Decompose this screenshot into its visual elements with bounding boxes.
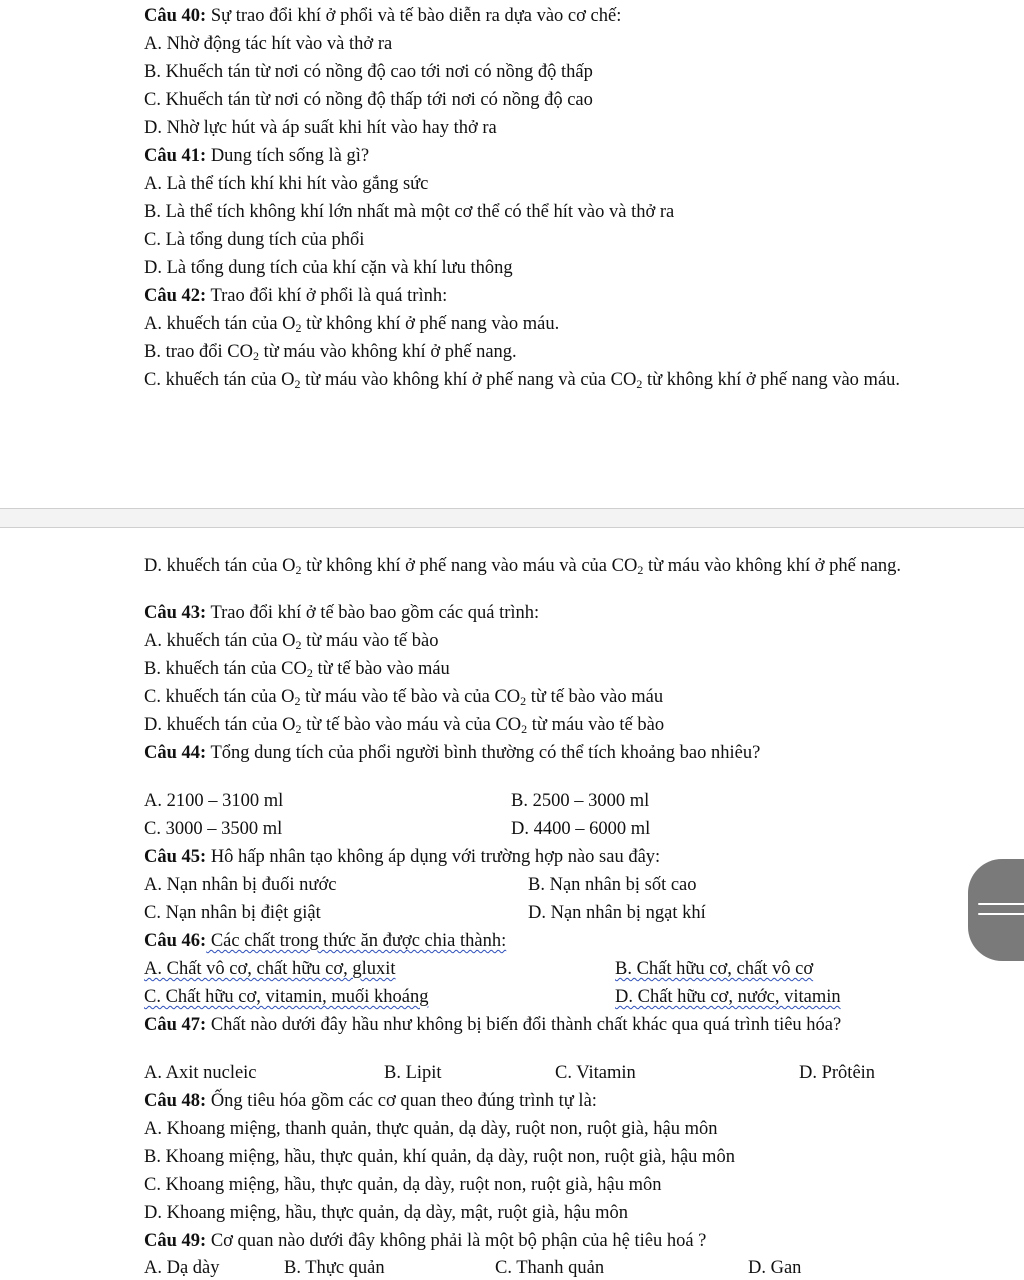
option-d: D. Nạn nhân bị ngạt khí — [528, 903, 706, 923]
option-d: D. Khoang miệng, hầu, thực quản, dạ dày, mật, ruột già, hậu môn — [144, 1203, 629, 1223]
question-46 — [144, 930, 506, 952]
option-d: D. Gan — [748, 1258, 802, 1278]
question-43 — [144, 602, 539, 624]
question-text: Trao đổi khí ở tế bào bao gồm các quá trình: — [206, 603, 540, 623]
question-label: Câu 40: — [144, 6, 207, 26]
question-label: Câu 47: — [144, 1015, 207, 1035]
option-a: A. Khoang miệng, thanh quản, thực quản, dạ dày, ruột non, ruột già, hậu môn — [144, 1119, 718, 1139]
question-47 — [144, 1016, 956, 1035]
question-label: Câu 48: — [144, 1091, 207, 1111]
question-44 — [144, 744, 956, 763]
side-menu-button[interactable] — [968, 859, 1024, 961]
option-a: A. Là thể tích khí khi hít vào gắng sức — [144, 174, 429, 194]
question-text: Cơ quan nào dưới đây không phải là một bộ phận của hệ tiêu hoá ? — [206, 1231, 707, 1251]
question-label: Câu 45: — [144, 847, 207, 867]
menu-icon-line — [978, 913, 1024, 915]
option-b: B. khuếch tán của $CO_2$ từ tế bào vào máu — [144, 659, 450, 680]
question-label: Câu 43: — [144, 603, 207, 623]
question-text: Sự trao đổi khí ở phổi và tế bào diễn ra dựa vào cơ chế: — [206, 6, 622, 26]
option-a: A. Axit nucleic — [144, 1063, 257, 1083]
question-label: Câu 46: — [144, 931, 207, 951]
option-b: B. Chất hữu cơ, chất vô cơ — [615, 959, 814, 979]
option-a: A. Nạn nhân bị đuối nước — [144, 875, 337, 895]
question-text: Dung tích sống là gì? — [206, 146, 370, 166]
option-d: D. Nhờ lực hút và áp suất khi hít vào hay thở ra — [144, 118, 497, 138]
question-text: Trao đổi khí ở phổi là quá trình: — [206, 286, 448, 306]
option-a: A. Dạ dày — [144, 1258, 220, 1278]
option-a: A. khuếch tán của $O_2$ từ không khí ở phế nang vào máu. — [144, 314, 560, 335]
question-text: Các chất trong thức ăn được chia thành: — [206, 931, 507, 951]
option-d: D. Chất hữu cơ, nước, vitamin — [615, 987, 841, 1007]
option-a: A. Nhờ động tác hít vào và thở ra — [144, 34, 393, 54]
question-42 — [144, 285, 447, 307]
option-a: A. Chất vô cơ, chất hữu cơ, gluxit — [144, 959, 396, 979]
question-text: Ống tiêu hóa gồm các cơ quan theo đúng trình tự là: — [206, 1091, 597, 1111]
option-d: D. 4400 – 6000 ml — [511, 819, 651, 839]
question-text: Hô hấp nhân tạo không áp dụng với trường hợp nào sau đây: — [206, 847, 661, 867]
option-c: C. Khoang miệng, hầu, thực quản, dạ dày, ruột non, ruột già, hậu môn — [144, 1175, 662, 1195]
question-41 — [144, 145, 369, 167]
option-d: D. khuếch tán của $O_2$ từ không khí ở phế nang vào máu và của $CO_2$ từ máu vào không khí ở phế nang. — [144, 556, 902, 577]
option-b: B. 2500 – 3000 ml — [511, 791, 650, 811]
question-label: Câu 49: — [144, 1231, 207, 1251]
option-b: B. Nạn nhân bị sốt cao — [528, 875, 697, 895]
option-c: C. khuếch tán của $O_2$ từ máu vào tế bào và của $CO_2$ từ tế bào vào máu — [144, 687, 664, 708]
question-49 — [144, 1230, 706, 1252]
option-a: A. 2100 – 3100 ml — [144, 791, 284, 811]
option-c: C. Chất hữu cơ, vitamin, muối khoáng — [144, 987, 429, 1007]
option-b: B. Thực quản — [284, 1258, 385, 1278]
option-b: B. Khoang miệng, hầu, thực quản, khí quản, dạ dày, ruột non, ruột già, hậu môn — [144, 1147, 735, 1167]
menu-icon — [978, 903, 1024, 905]
question-40 — [144, 5, 621, 27]
option-c: C. Là tổng dung tích của phổi — [144, 230, 365, 250]
option-c: C. Thanh quản — [495, 1258, 605, 1278]
option-b: B. trao đổi $CO_2$ từ máu vào không khí ở phế nang. — [144, 342, 517, 363]
option-c: C. 3000 – 3500 ml — [144, 819, 283, 839]
option-c: C. Vitamin — [555, 1063, 636, 1083]
question-text: Chất nào dưới đây hầu như không bị biến đổi thành chất khác qua quá trình tiêu hóa? — [206, 1015, 842, 1035]
option-d: D. Là tổng dung tích của khí cặn và khí lưu thông — [144, 258, 513, 278]
question-text: Tổng dung tích của phổi người bình thường có thể tích khoảng bao nhiêu? — [206, 743, 761, 763]
option-b: B. Là thể tích không khí lớn nhất mà một cơ thể có thể hít vào và thở ra — [144, 202, 675, 222]
question-label: Câu 42: — [144, 286, 207, 306]
question-45 — [144, 846, 660, 868]
option-b: B. Khuếch tán từ nơi có nồng độ cao tới nơi có nồng độ thấp — [144, 62, 593, 82]
option-a: A. khuếch tán của $O_2$ từ máu vào tế bào — [144, 631, 439, 652]
option-b: B. Lipit — [384, 1063, 442, 1083]
question-48 — [144, 1090, 597, 1112]
option-c: C. Nạn nhân bị điệt giật — [144, 903, 321, 923]
question-label: Câu 44: — [144, 743, 207, 763]
option-d: D. khuếch tán của $O_2$ từ tế bào vào máu và của $CO_2$ từ máu vào tế bào — [144, 715, 665, 736]
option-d: D. Prôtêin — [799, 1063, 876, 1083]
page-break — [0, 508, 1024, 528]
option-c: C. Khuếch tán từ nơi có nồng độ thấp tới nơi có nồng độ cao — [144, 90, 593, 110]
option-c: C. khuếch tán của $O_2$ từ máu vào không khí ở phế nang và của $CO_2$ từ không khí ở phế nang vào máu. — [144, 370, 901, 391]
question-label: Câu 41: — [144, 146, 207, 166]
